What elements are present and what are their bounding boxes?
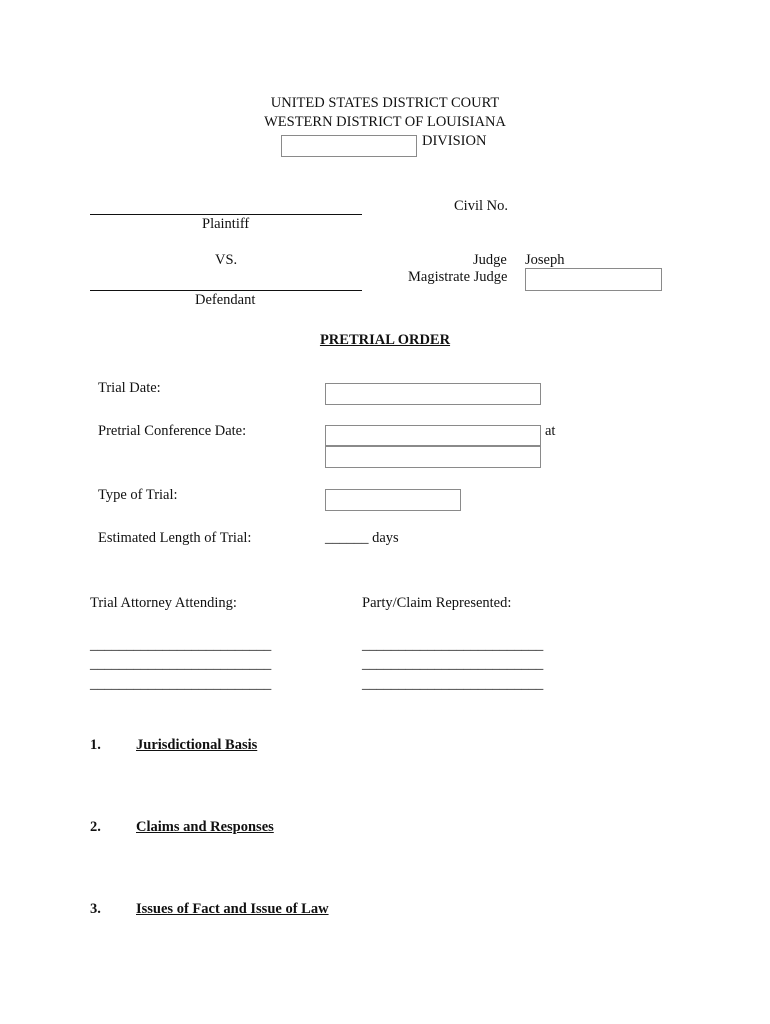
length-unit: days (372, 530, 399, 546)
conference-time-input[interactable] (325, 446, 541, 468)
plaintiff-label: Plaintiff (202, 216, 250, 232)
magistrate-input[interactable] (525, 268, 662, 291)
length-label: Estimated Length of Trial: (98, 530, 252, 546)
attorney-blank-3[interactable]: _________________________ (90, 676, 272, 692)
trial-date-label: Trial Date: (98, 380, 161, 396)
section-2-title: Claims and Responses (136, 819, 274, 835)
plaintiff-line (90, 214, 362, 215)
division-input[interactable] (281, 135, 417, 157)
length-blank[interactable] (325, 530, 399, 547)
party-blank-2[interactable]: _________________________ (362, 656, 544, 672)
party-header: Party/Claim Represented: (362, 595, 512, 611)
division-label: DIVISION (422, 133, 487, 149)
section-3-number: 3. (90, 901, 101, 917)
defendant-label: Defendant (195, 292, 256, 308)
length-blank-line: ______ (325, 530, 369, 546)
district-name: WESTERN DISTRICT OF LOUISIANA (264, 114, 506, 130)
section-2-number: 2. (90, 819, 101, 835)
party-blank-1[interactable]: _________________________ (362, 637, 544, 653)
conference-label: Pretrial Conference Date: (98, 423, 247, 439)
judge-label: Judge (473, 252, 507, 268)
attorney-blank-1[interactable]: _________________________ (90, 637, 272, 653)
court-name: UNITED STATES DISTRICT COURT (270, 95, 500, 111)
judge-value: Joseph (525, 252, 565, 268)
magistrate-label: Magistrate Judge (408, 269, 508, 285)
attorney-header: Trial Attorney Attending: (90, 595, 237, 611)
attorney-blank-2[interactable]: _________________________ (90, 656, 272, 672)
trial-type-input[interactable] (325, 489, 461, 511)
section-1-number: 1. (90, 737, 101, 753)
defendant-line (90, 290, 362, 291)
party-blank-3[interactable]: _________________________ (362, 676, 544, 692)
section-3-title: Issues of Fact and Issue of Law (136, 901, 329, 917)
trial-type-label: Type of Trial: (98, 487, 178, 503)
conference-date-input[interactable] (325, 425, 541, 446)
page-title: PRETRIAL ORDER (319, 332, 451, 348)
trial-date-input[interactable] (325, 383, 541, 405)
vs-label: VS. (215, 252, 238, 268)
civil-no-label: Civil No. (454, 198, 508, 214)
section-1-title: Jurisdictional Basis (136, 737, 258, 753)
conference-at: at (545, 423, 556, 439)
